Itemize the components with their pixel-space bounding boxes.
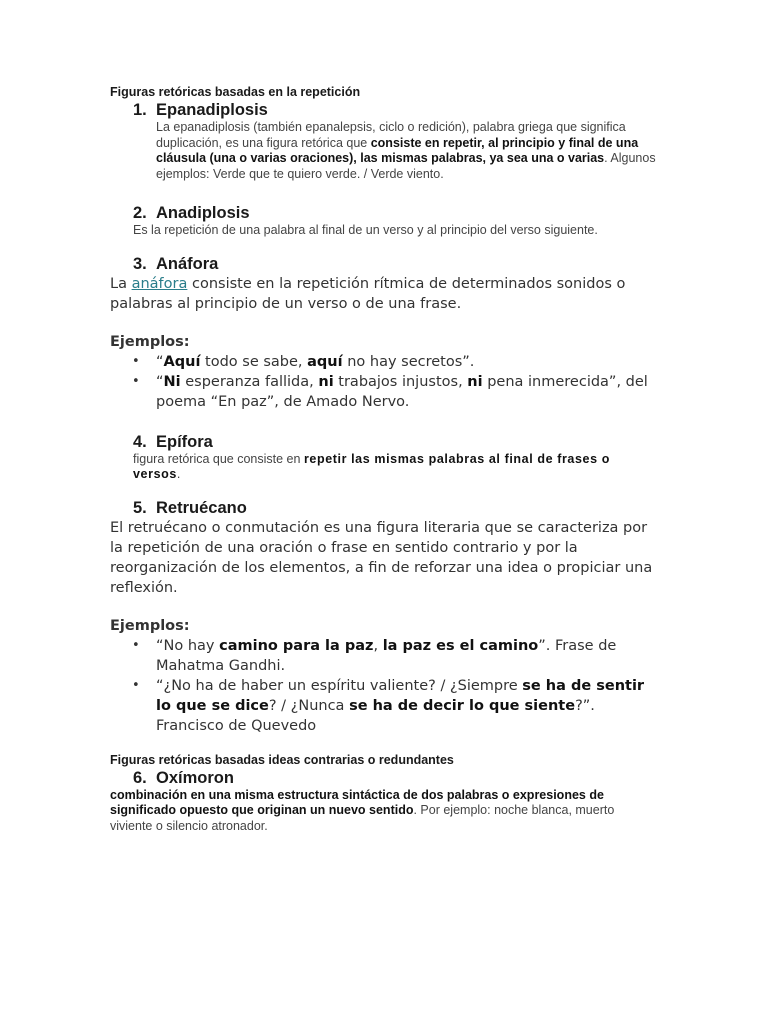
examples-list: [110, 352, 660, 412]
item-anadiplosis: [110, 203, 660, 239]
epifora-text: figura retórica que consiste en repetir las mismas palabras al final de frases o versos.: [133, 451, 610, 481]
item-title: Anadiplosis: [156, 204, 250, 222]
anafora-text: La anáfora consiste en la repetición rítmica de determinados sonidos o palabras al principio de un verso o de una frase.: [110, 275, 626, 312]
oximoron-text: combinación en una misma estructura sintáctica de dos palabras o expresiones de significado opuesto que originan un nuevo sentido. Por ejemplo: noche blanca, muerto viviente o silencio atronador.: [110, 787, 615, 833]
anafora-link[interactable]: anáfora: [131, 275, 188, 292]
item-title: Epífora: [156, 432, 213, 451]
epanadiplosis-text: La epanadiplosis (también epanalepsis, ciclo o redición), palabra griega que significa duplicación, es una figura retórica que consiste en repetir, al principio y final de una cláusula (una o varias oraciones), las mismas palabras, ya sea una o varias. Algunos ejemplos: Verde que te quiero verde. / Verde viento.: [156, 120, 656, 181]
section-title-contrary: Figuras retóricas basadas ideas contrarias o redundantes: [110, 752, 454, 767]
heading-epanadiplosis: [110, 100, 660, 120]
heading-anafora: [110, 254, 660, 274]
item-title: Epanadiplosis: [156, 101, 268, 119]
item-number: 5.: [133, 498, 147, 517]
anadiplosis-text: Es la repetición de una palabra al final de un verso y al principio del verso siguiente.: [133, 223, 598, 237]
retruecano-text: El retruécano o conmutación es una figura literaria que se caracteriza por la repetición de una oración o frase en sentido contrario y por la reorganización de los elementos, a fin de reforzar una idea o propiciar una reflexión.: [110, 519, 653, 596]
item-epifora: [110, 432, 660, 483]
item-number: 2.: [133, 204, 147, 222]
item-number: 4.: [133, 432, 147, 451]
document-page: [110, 84, 660, 834]
list-item: • “Aquí todo se sabe, aquí no hay secretos”.: [110, 352, 660, 372]
item-retruecano: [110, 498, 660, 736]
list-item: • “No hay camino para la paz, la paz es el camino”. Frase de Mahatma Gandhi.: [110, 636, 660, 676]
item-title: Retruécano: [156, 498, 247, 517]
item-anafora: [110, 254, 660, 412]
list-item: • “Ni esperanza fallida, ni trabajos injustos, ni pena inmerecida”, del poema “En paz”, de Amado Nervo.: [110, 372, 660, 412]
item-title: Anáfora: [156, 254, 219, 273]
heading-retruecano: [110, 498, 660, 518]
item-number: 6.: [133, 768, 147, 787]
heading-anadiplosis: [110, 203, 660, 223]
examples-label: Ejemplos:: [110, 617, 190, 634]
item-number: 3.: [133, 254, 147, 273]
item-number: 1.: [133, 101, 147, 119]
heading-epifora: [110, 432, 660, 452]
item-oximoron: [110, 768, 660, 835]
heading-oximoron: [110, 768, 660, 788]
list-item: • “¿No ha de haber un espíritu valiente? / ¿Siempre se ha de sentir lo que se dice? / ¿Nunca se ha de decir lo que siente?”. Francisco de Quevedo: [110, 676, 660, 736]
item-title: Oxímoron: [156, 768, 234, 787]
section-title-repetition: Figuras retóricas basadas en la repetición: [110, 85, 361, 99]
examples-list: [110, 636, 660, 736]
examples-label: Ejemplos:: [110, 333, 190, 350]
item-epanadiplosis: [110, 100, 660, 182]
